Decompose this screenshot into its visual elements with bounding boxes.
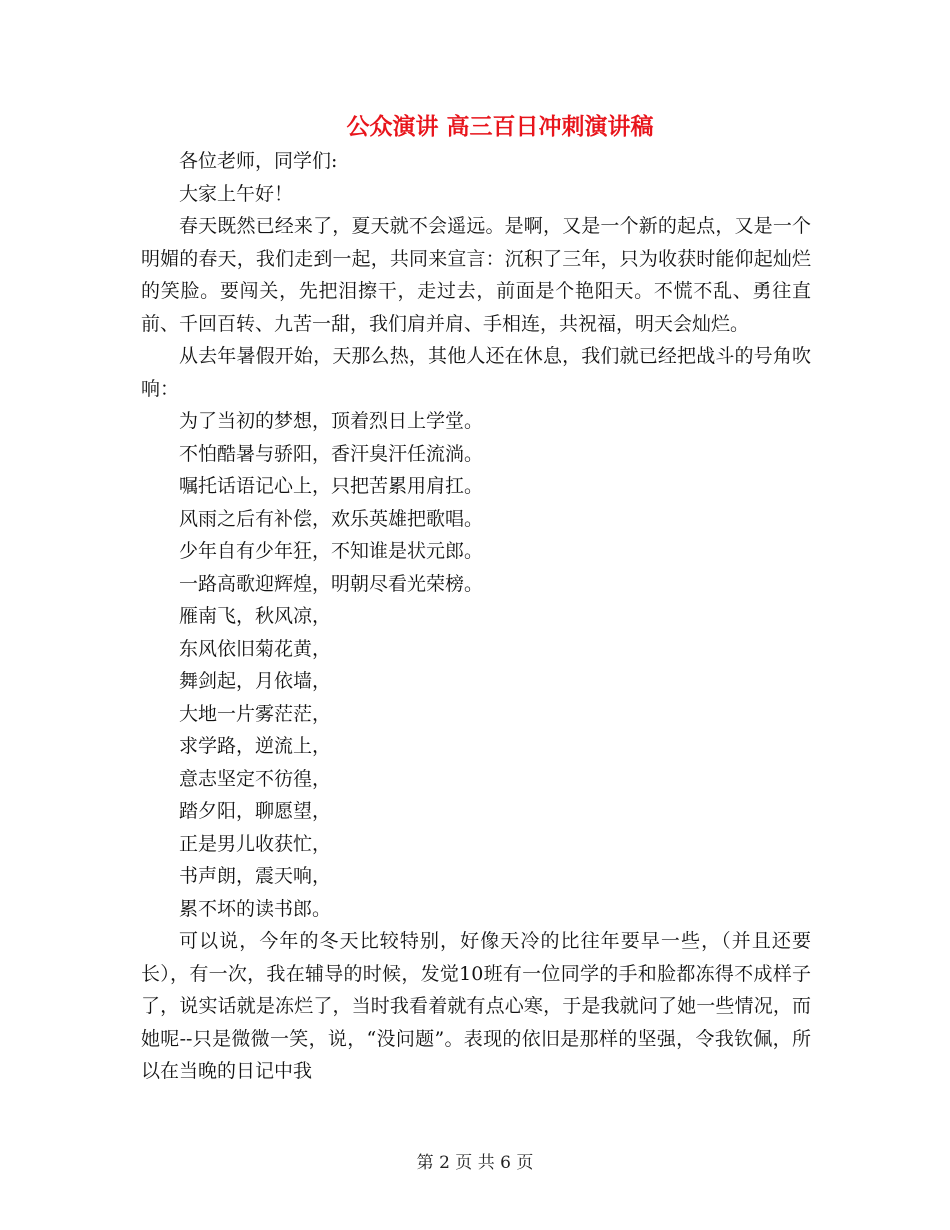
page-number-footer: 第 2 页 共 6 页 [416,1153,534,1173]
paragraph: 可以说，今年的冬天比较特别，好像天冷的比往年要早一些，（并且还要长），有一次，我在辅导的时候，发觉10班有一位同学的手和脸都冻得不成样子了，说实话就是冻烂了，当时我看着就有点心寒，于是我就问了她一些情况，而她呢--只是微微一笑，说，“没问题”。表现的依旧是那样的坚强，令我钦佩，所以在当晚的日记中我 [141,930,811,1082]
poem-line: 意志坚定不彷徨， [179,767,332,790]
poem-line: 少年自有少年狂，不知谁是状元郎。 [179,540,484,562]
poem-line: 大地一片雾茫茫， [179,702,332,725]
document-title: 公众演讲 高三百日冲刺演讲稿 [346,113,654,140]
poem-line: 求学路，逆流上， [179,735,332,757]
paragraph: 从去年暑假开始，天那么热，其他人还在休息，我们就已经把战斗的号角吹响： [141,345,811,400]
poem-line: 一路高歌迎辉煌，明朝尽看光荣榜。 [179,572,484,595]
greeting: 大家上午好！ [179,182,294,205]
poem-line: 舞剑起，月依墙， [179,670,332,692]
poem-line: 正是男儿收获忙， [179,832,332,855]
poem-line: 不怕酷暑与骄阳，香汗臭汗任流淌。 [179,442,484,465]
document-body [141,145,811,1088]
poem-line: 嘱托话语记心上，只把苦累用肩扛。 [179,475,484,497]
poem-line: 踏夕阳，聊愿望， [179,800,332,822]
poem-line: 东风依旧菊花黄， [179,637,332,660]
poem-line: 雁南飞，秋风凉， [179,605,332,627]
poem-line: 为了当初的梦想，顶着烈日上学堂。 [179,410,484,432]
poem-line: 风雨之后有补偿，欢乐英雄把歌唱。 [179,507,484,530]
poem-line: 累不坏的读书郎。 [179,897,332,920]
poem-line: 书声朗，震天响， [179,865,332,887]
salutation: 各位老师，同学们: [179,150,338,172]
paragraph: 春天既然已经来了，夏天就不会遥远。是啊，又是一个新的起点，又是一个明媚的春天，我们走到一起，共同来宣言：沉积了三年，只为收获时能仰起灿烂的笑脸。要闯关，先把泪擦干，走过去，前面是个艳阳天。不慌不乱、勇往直前、千回百转、九苦一甜，我们肩并肩、手相连，共祝福，明天会灿烂。 [141,215,811,335]
